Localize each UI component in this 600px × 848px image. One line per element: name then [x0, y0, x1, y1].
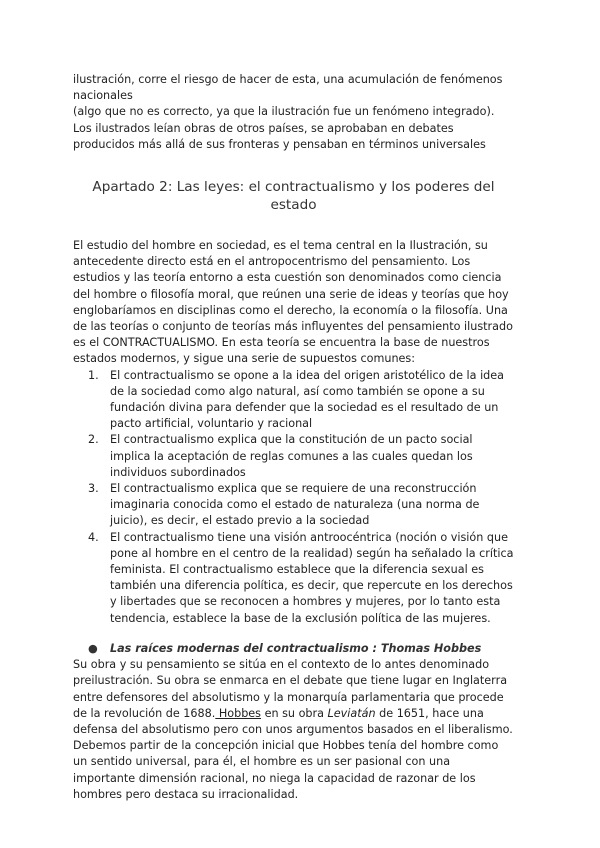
assumptions-list: [73, 368, 514, 627]
intro-line-3: Los ilustrados leían obras de otros países, se aprobaban en debates producidos más allá de sus fronteras y pensaban en términos universales: [73, 121, 486, 151]
list-number: 1.: [88, 368, 99, 382]
hobbes-underlined: Hobbes: [215, 706, 262, 720]
list-item-text: El contractualismo explica que la constitución de un pacto social implica la aceptación de reglas comunes a las cuales quedan los individuos subordinados: [110, 433, 473, 479]
list-item: [88, 530, 514, 627]
list-number: 4.: [88, 530, 99, 544]
para2-text-a: Su obra y su pensamiento se sitúa en el contexto de lo antes denominado preilustración. Su obra se enmarca en el debate que tiene lugar en Inglaterra entre defensores del absolutismo y la monarquía parlamentaria que procede de la revolución de 1688.: [73, 658, 508, 720]
section-heading: Apartado 2: Las leyes: el contractualismo y los poderes del estado: [92, 179, 495, 214]
para2-text-c: de 1651, hace una defensa del absolutismo pero con unos argumentos basados en el liberalismo. Debemos partir de la concepción inicial que Hobbes tenía del hombre como un sentido universal, para él, el hombre es un ser pasional con una importante dimensión racional, no niega la capacidad de razonar de los hombres pero destaca su irracionalidad.: [73, 706, 513, 801]
list-item-text: El contractualismo explica que se requiere de una reconstrucción imaginaria conocida como el estado de naturaleza (una norma de juicio), es decir, el estado previo a la sociedad: [110, 482, 480, 528]
subsection-title: Las raíces modernas del contractualismo : Thomas Hobbes: [110, 641, 482, 655]
intro-paragraph: [73, 72, 514, 153]
subsection-heading: [73, 641, 514, 657]
list-item-text: El contractualismo tiene una visión antroocéntrica (noción o visión que pone al hombre en el centro de la realidad) según ha señalado la crítica feminista. El contractualismo establece que la diferencia sexual es también una diferencia política, es decir, que repercute en los derechos y libertades que se reconocen a hombres y mujeres, por lo tanto esta tendencia, establece la base de la exclusión política de las mujeres.: [110, 530, 514, 625]
list-item: [88, 432, 514, 481]
leviatan-title: Leviatán: [327, 706, 376, 720]
intro-line-1: ilustración, corre el riesgo de hacer de esta, una acumulación de fenómenos nacionales: [73, 73, 503, 103]
intro-line-2: (algo que no es correcto, ya que la ilustración fue un fenómeno integrado).: [73, 105, 495, 119]
list-number: 3.: [88, 482, 99, 496]
para2-text-b: en su obra: [261, 706, 328, 720]
list-item: [88, 481, 514, 530]
bullet-icon: ●: [88, 641, 98, 655]
body-paragraph-2: [73, 657, 514, 803]
list-item: [88, 368, 514, 433]
list-item-text: El contractualismo se opone a la idea del origen aristotélico de la idea de la sociedad como algo natural, así como también se opone a su fundación divina para defender que la sociedad es el resultado de un pacto artificial, voluntario y racional: [110, 368, 505, 431]
body-paragraph-1: El estudio del hombre en sociedad, es el tema central en la Ilustración, su antecedente directo está en el antropocentrismo del pensamiento. Los estudios y las teoría entorno a esta cuestión son denominados como ciencia del hombre o filosofía moral, que reúnen una serie de ideas y teorías que hoy englobaríamos en disciplinas como el derecho, la economía o la filosofía. Una de las teorías o conjunto de teorías más influyentes del pensamiento ilustrado es el CONTRACTUALISMO. En esta teoría se encuentra la base de nuestros estados modernos, y sigue una serie de supuestos comunes:: [73, 239, 513, 366]
list-number: 2.: [88, 433, 99, 447]
